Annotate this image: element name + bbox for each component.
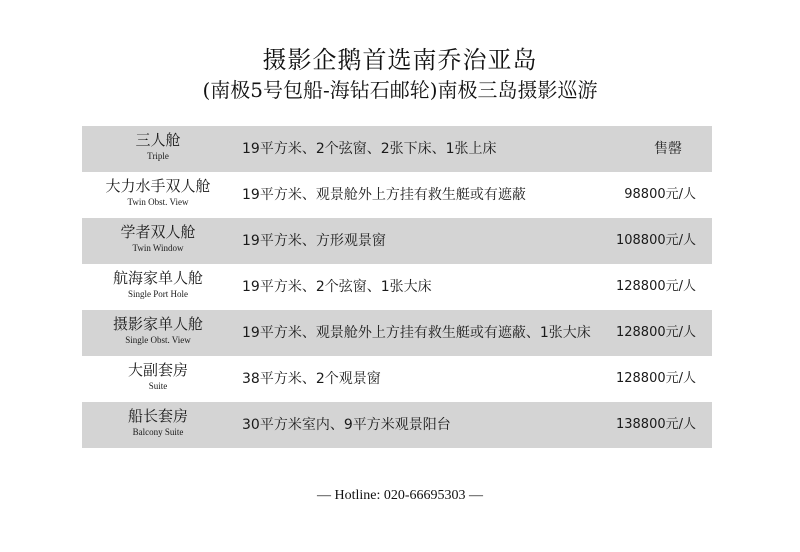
cabin-price: 128800元/人 — [615, 371, 696, 386]
cabin-type-cell — [82, 356, 234, 402]
cabin-type-cell — [82, 310, 234, 356]
cabin-description: 30平方米室内、9平方米观景阳台 — [242, 417, 451, 433]
cabin-description: 19平方米、观景舱外上方挂有救生艇或有遮蔽 — [242, 187, 526, 203]
hotline-text: — Hotline: 020-66695303 — — [316, 488, 484, 503]
cabin-name-en: Suite — [148, 381, 168, 391]
table-row — [82, 172, 712, 218]
table-row — [82, 310, 712, 356]
cabin-description: 38平方米、2个观景窗 — [242, 371, 381, 387]
cabin-name-en: Twin Obst. View — [127, 197, 189, 207]
table-row — [82, 264, 712, 310]
cabin-type-cell — [82, 402, 234, 448]
table-row — [82, 356, 712, 402]
table-row — [82, 402, 712, 448]
cabin-description: 19平方米、2个弦窗、1张大床 — [242, 279, 432, 295]
cabin-description: 19平方米、观景舱外上方挂有救生艇或有遮蔽、1张大床 — [242, 325, 591, 341]
table-row — [82, 218, 712, 264]
cabin-name-zh: 船长套房 — [127, 407, 188, 425]
cabin-price: 售罄 — [654, 141, 682, 157]
cabin-name-zh: 学者双人舱 — [120, 223, 196, 241]
cabin-name-zh: 三人舱 — [135, 131, 181, 149]
cabin-name-zh: 摄影家单人舱 — [112, 315, 203, 333]
cabin-price: 138800元/人 — [615, 417, 696, 432]
cabin-description: 19平方米、2个弦窗、2张下床、1张上床 — [242, 141, 497, 157]
cabin-price: 128800元/人 — [615, 325, 696, 340]
cabin-name-zh: 大力水手双人舱 — [105, 177, 211, 195]
page-title: 摄影企鹅首选南乔治亚岛 — [262, 46, 538, 74]
cabin-price-table — [82, 126, 712, 448]
cabin-name-en: Twin Window — [132, 243, 184, 253]
cabin-name-en: Single Port Hole — [128, 289, 188, 299]
cabin-price: 98800元/人 — [624, 187, 696, 202]
cabin-type-cell — [82, 264, 234, 310]
page-subtitle: (南极5号包船-海钻石邮轮)南极三岛摄影巡游 — [202, 78, 598, 102]
cabin-description: 19平方米、方形观景窗 — [242, 233, 386, 249]
cabin-type-cell — [82, 218, 234, 264]
cabin-price: 128800元/人 — [615, 279, 696, 294]
cabin-name-en: Single Obst. View — [125, 335, 191, 345]
cabin-type-cell — [82, 172, 234, 218]
table-row — [82, 126, 712, 172]
cabin-price: 108800元/人 — [615, 233, 696, 248]
cabin-name-en: Balcony Suite — [132, 427, 184, 437]
cabin-name-zh: 航海家单人舱 — [112, 269, 203, 287]
cabin-type-cell — [82, 126, 234, 172]
cabin-name-en: Triple — [147, 151, 169, 161]
cabin-name-zh: 大副套房 — [127, 361, 188, 379]
